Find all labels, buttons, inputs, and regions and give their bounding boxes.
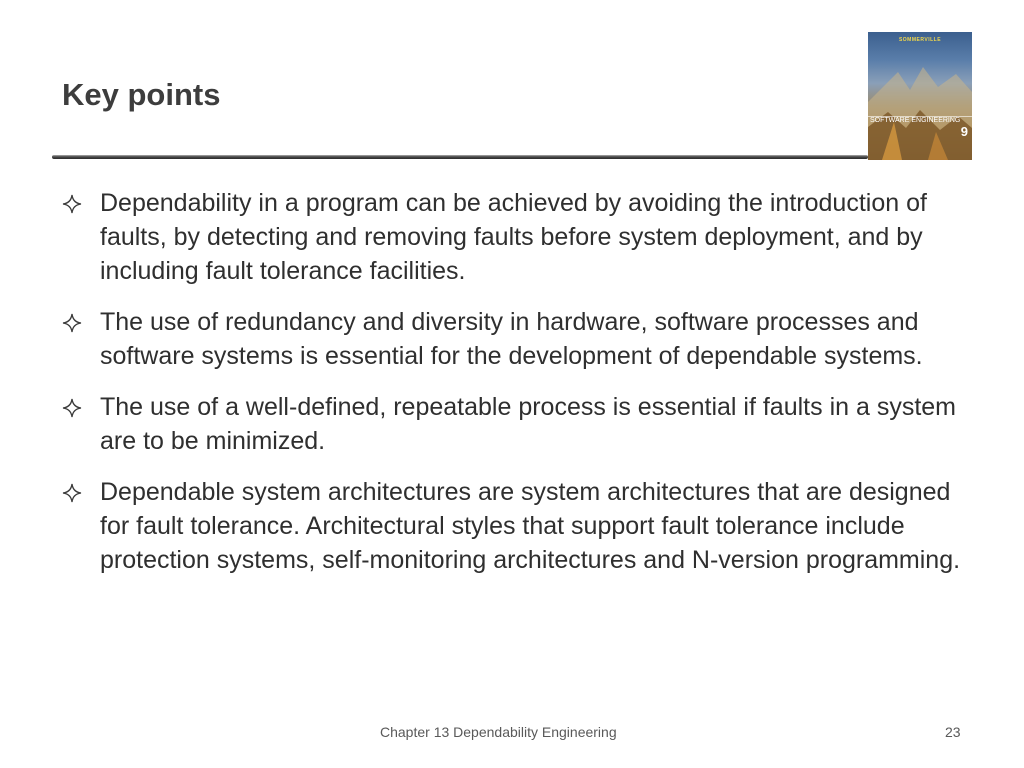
bullet-text: Dependability in a program can be achieved by avoiding the introduction of faults, by detecting and removing faults before system deployment, and by including fault tolerance facilities.: [100, 189, 927, 285]
slide-title: Key points: [62, 77, 221, 112]
bullet-list: [62, 186, 962, 594]
four-point-star-outline-icon: [62, 483, 82, 503]
footer-chapter: Chapter 13 Dependability Engineering: [380, 724, 617, 740]
page-number: 23: [945, 724, 961, 740]
cover-title: SOFTWARE ENGINEERING: [870, 117, 961, 124]
book-cover-image: [868, 32, 972, 160]
cover-artwork: [868, 32, 972, 160]
bullet-item: [62, 390, 962, 458]
four-point-star-outline-icon: [62, 313, 82, 333]
bullet-item: [62, 305, 962, 373]
four-point-star-outline-icon: [62, 194, 82, 214]
bullet-item: [62, 186, 962, 288]
bullet-item: [62, 475, 962, 577]
title-divider: [52, 155, 868, 159]
bullet-text: The use of redundancy and diversity in hardware, software processes and software systems is essential for the development of dependable systems.: [100, 308, 923, 370]
four-point-star-outline-icon: [62, 398, 82, 418]
cover-edition: 9: [960, 124, 968, 139]
bullet-text: The use of a well-defined, repeatable process is essential if faults in a system are to be minimized.: [100, 393, 956, 455]
bullet-text: Dependable system architectures are system architectures that are designed for fault tolerance. Architectural styles that support fault tolerance include protection systems, self-monitoring architectures and N-version programming.: [100, 478, 961, 574]
cover-author: SOMMERVILLE: [898, 37, 942, 43]
